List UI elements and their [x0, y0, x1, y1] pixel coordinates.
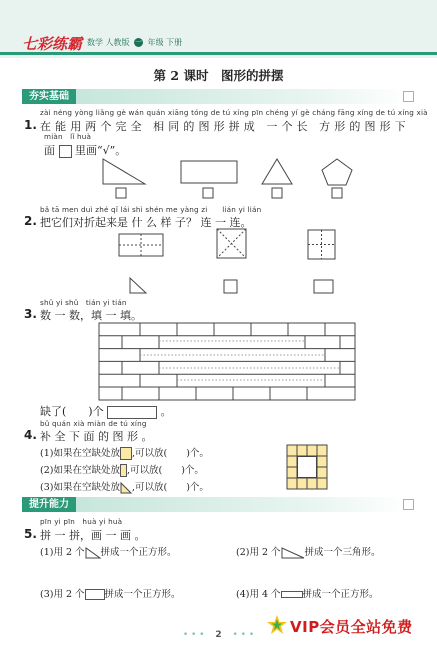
- q5-item-3: [40, 586, 181, 600]
- q4-item-1-a: (1)如果在空缺处放: [40, 448, 120, 459]
- lesson-title: 第 2 课时 图形的拼摆: [153, 68, 284, 83]
- q4-pinyin: bǔ quán xià miàn de tú xíng: [40, 419, 147, 428]
- right-triangle-icon: [85, 547, 101, 559]
- dot-decoration-icon: • • •: [232, 630, 255, 640]
- q3-pinyin: shǔ yi shǔ tián yi tián: [40, 298, 127, 307]
- section-square-icon: [403, 499, 414, 510]
- star-icon: [266, 614, 288, 636]
- q3-answer-b: 。: [160, 405, 172, 418]
- q2-number: 2.: [24, 214, 37, 228]
- vip-watermark: VIP会员全站免费: [290, 618, 413, 636]
- q3-answer-a: 缺了( )个: [40, 405, 104, 418]
- q2-pinyin: bǎ tā men duì zhé qǐ lái shì shén me yàng zi lián yi lián: [40, 205, 262, 214]
- grade-badge: 一: [135, 38, 143, 46]
- grade-label: 年级 下册: [147, 38, 183, 47]
- q3-text: 数 一 数，填 一 填。: [40, 309, 142, 322]
- q5-text: 拼 一 拼，画 一 画 。: [40, 529, 146, 542]
- section-label: 提升能力: [22, 497, 76, 512]
- q5-item-1-a: (1)用 2 个: [40, 547, 85, 558]
- page-number-text: 2: [215, 630, 222, 640]
- q1-text-2a: 面: [44, 144, 55, 157]
- q1-text-2b: 里画“√”。: [75, 144, 127, 157]
- q4-item-2-b: ,可以放( )个。: [126, 465, 204, 476]
- rectangle-icon: [85, 589, 105, 600]
- q4-text: 补 全 下 面 的 图 形 。: [40, 430, 153, 443]
- q5-number: 5.: [24, 527, 37, 541]
- q5-item-1-b: 拼成一个正方形。: [100, 547, 177, 558]
- q4-item-2-a: (2)如果在空缺处放: [40, 465, 120, 476]
- subject-label: 数学 人教版: [87, 38, 130, 47]
- q5-item-3-a: (3)用 2 个: [40, 589, 85, 600]
- q5-item-2-b: 拼成一个三角形。: [304, 547, 381, 558]
- q5-item-2: [236, 544, 381, 559]
- q1-pinyin: zài néng yòng liǎng gè wán quán xiāng tóng de tú xíng pīn chéng yí gè cháng fāng xíng de tú xíng xià: [40, 108, 428, 117]
- q5-item-3-b: 拼成一个正方形。: [104, 589, 181, 600]
- brand-logo: 七彩练霸: [22, 35, 83, 53]
- q4-item-3-b: ,可以放( )个。: [131, 482, 209, 493]
- q4-number: 4.: [24, 428, 37, 442]
- q4-item-3-a: (3)如果在空缺处放: [40, 482, 120, 493]
- section-label: 夯实基础: [22, 89, 76, 104]
- q5-item-4-a: (4)用 4 个: [236, 589, 281, 600]
- thin-rectangle-icon: [281, 591, 303, 598]
- q5-item-4-b: 拼成一个正方形。: [302, 589, 379, 600]
- q4-item-1-b: ,可以放( )个。: [131, 448, 209, 459]
- q5-pinyin: pīn yi pīn huà yi huà: [40, 517, 123, 526]
- q1-pinyin-2: miàn lǐ huà: [44, 132, 92, 141]
- q1-text: 在 能 用 两 个 完 全 相 同 的 图 形 拼 成 一 个 长 方 形 的 图 形 下: [40, 120, 406, 133]
- q5-item-2-a: (2)用 2 个: [236, 547, 281, 558]
- dot-decoration-icon: • • •: [182, 630, 205, 640]
- q2-text: 把它们对折起来是 什 么 样 子？ 连 一 连。: [40, 216, 252, 229]
- q3-number: 3.: [24, 307, 37, 321]
- wide-triangle-icon: [281, 547, 305, 559]
- q5-item-1: [40, 544, 177, 559]
- q1-number: 1.: [24, 118, 37, 132]
- section-bar-advanced: [22, 497, 408, 512]
- q5-item-4: [236, 586, 379, 600]
